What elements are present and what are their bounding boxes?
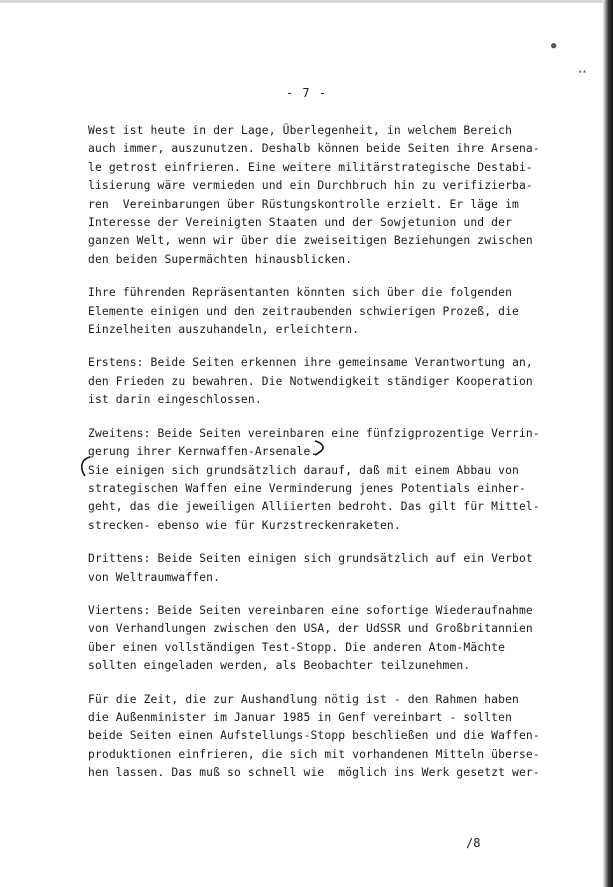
text-line: Erstens: Beide Seiten erkennen ihre gemeinsame Verantwortung an, — [88, 356, 533, 370]
text-line: le getrost einfrieren. Eine weitere militärstrategische Destabi- — [88, 160, 533, 174]
text-line: West ist heute in der Lage, Überlegenheit, in welchem Bereich — [88, 124, 513, 137]
text-line: von Verhandlungen zwischen den USA, der UdSSR und Großbritannien — [88, 622, 533, 636]
text-line: strategischen Waffen eine Verminderung jenes Potentials einher- — [88, 481, 526, 495]
text-line: Für die Zeit, die zur Aushandlung nötig ist - den Rahmen haben — [88, 692, 519, 706]
text-line: ganzen Welt, wenn wir über die zweiseitigen Beziehungen zwischen — [88, 234, 533, 248]
document-body — [88, 122, 558, 798]
handwritten-bracket-open-icon — [78, 455, 92, 477]
text-line: den beiden Supermächten hinausblicken. — [88, 252, 353, 266]
text-line: Elemente einigen und den zeitraubenden schwierigen Prozeß, die — [88, 304, 519, 318]
text-line: gerung ihrer Kernwaffen-Arsenale. — [88, 445, 318, 459]
text-line: produktionen einfrieren, die sich mit vorhandenen Mitteln überse- — [88, 747, 540, 761]
scan-top-edge — [0, 0, 613, 3]
text-line: Sie einigen sich grundsätzlich darauf, daß mit einem Abbau von — [88, 463, 519, 477]
text-line: den Frieden zu bewahren. Die Notwendigkeit ständiger Kooperation — [88, 374, 533, 388]
paragraph — [88, 550, 558, 587]
text-line: geht, das die jeweiligen Alliierten bedroht. Das gilt für Mittel- — [88, 500, 540, 514]
text-line: auch immer, auszunutzen. Deshalb können beide Seiten ihre Arsena- — [88, 142, 540, 156]
text-line: Ihre führenden Repräsentanten könnten sich über die folgenden — [88, 286, 513, 300]
paragraph — [88, 354, 558, 409]
text-line: über einen vollständigen Test-Stopp. Die anderen Atom-Mächte — [88, 640, 506, 654]
page-number: - 7 - — [285, 86, 328, 100]
paragraph — [88, 691, 558, 783]
paragraph — [88, 602, 558, 676]
text-line: Einzelheiten auszuhandeln, erleichtern. — [88, 323, 360, 337]
next-page-marker: /8 — [466, 836, 481, 850]
text-line: lisierung wäre vermieden und ein Durchbruch hin zu verifizierba- — [88, 179, 533, 193]
text-line: Viertens: Beide Seiten vereinbaren eine sofortige Wiederaufnahme — [88, 603, 533, 617]
text-line: die Außenminister im Januar 1985 in Genf vereinbart - sollten — [88, 710, 513, 724]
text-line: Drittens: Beide Seiten einigen sich grundsätzlich auf ein Verbot — [88, 552, 533, 566]
scan-speck: ▴▴ — [578, 67, 587, 75]
scan-right-edge — [603, 0, 613, 887]
text-line: von Weltraumwaffen. — [88, 570, 221, 584]
scan-speck: ● — [551, 41, 557, 51]
text-line: hen lassen. Das muß so schnell wie möglich ins Werk gesetzt wer- — [88, 766, 540, 780]
text-line: Zweitens: Beide Seiten vereinbaren eine fünfzigprozentige Verrin- — [88, 426, 540, 440]
paragraph — [88, 284, 558, 339]
text-line: strecken- ebenso wie für Kurzstreckenraketen. — [88, 518, 401, 532]
text-line: beide Seiten einen Aufstellungs-Stopp beschließen und die Waffen- — [88, 729, 540, 743]
text-line: ist darin eingeschlossen. — [88, 393, 262, 407]
text-line: Interesse der Vereinigten Staaten und der Sowjetunion und der — [88, 216, 513, 230]
paragraph — [88, 122, 558, 269]
text-line: ren Vereinbarungen über Rüstungskontrolle erzielt. Er läge im — [88, 197, 519, 211]
handwritten-bracket-close-icon — [312, 438, 328, 458]
text-line: sollten eingeladen werden, als Beobachter teilzunehmen. — [88, 659, 471, 673]
